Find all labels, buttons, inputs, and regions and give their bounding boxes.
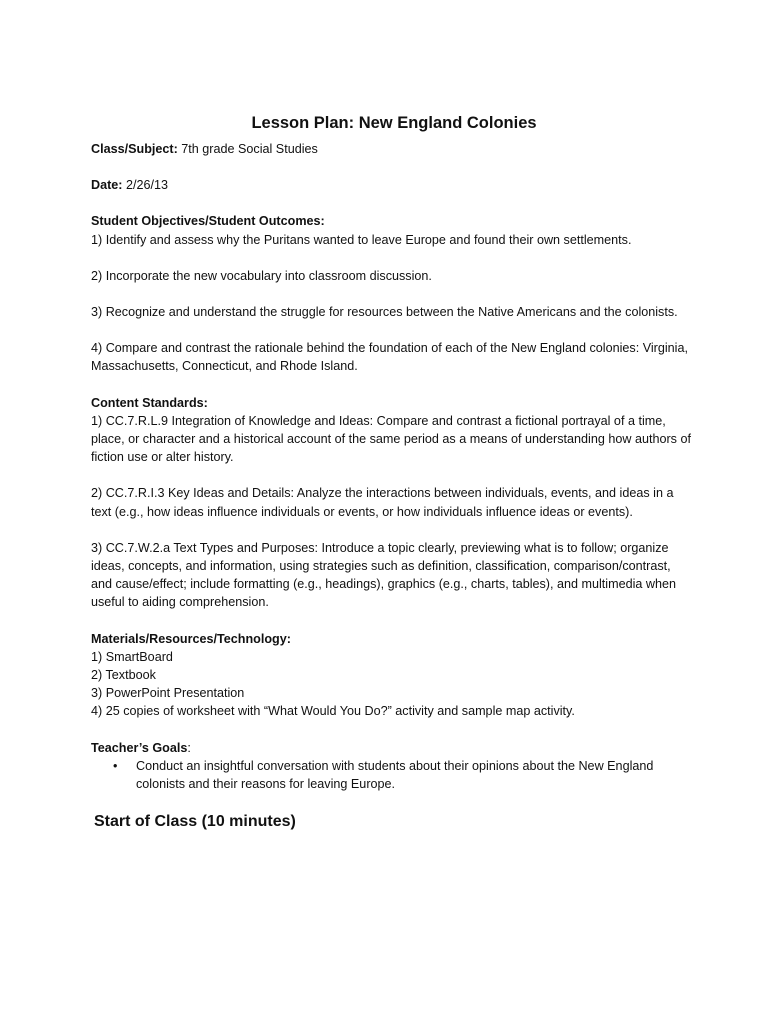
- goals-heading-line: [91, 739, 691, 757]
- objective-item: 3) Recognize and understand the struggle for resources between the Native Americans and the colonists.: [91, 305, 678, 320]
- objective-item: 4) Compare and contrast the rationale behind the foundation of each of the New England colonies: Virginia, Massachusetts, Connecticut, and Rhode Island.: [91, 341, 688, 374]
- objectives-heading: Student Objectives/Student Outcomes:: [91, 214, 325, 229]
- class-subject-value: 7th grade Social Studies: [177, 142, 318, 156]
- class-subject-line: [91, 140, 691, 158]
- material-item: 1) SmartBoard: [91, 649, 173, 664]
- objective-item: 1) Identify and assess why the Puritans wanted to leave Europe and found their own settlements.: [91, 232, 632, 247]
- start-of-class-heading: Start of Class (10 minutes): [94, 813, 296, 831]
- goal-list-item: [91, 757, 691, 793]
- date-label: Date:: [91, 178, 123, 193]
- material-item: 2) Textbook: [91, 668, 156, 683]
- bullet-icon: •: [113, 758, 118, 773]
- class-subject-label: Class/Subject:: [91, 142, 178, 156]
- materials-heading: Materials/Resources/Technology:: [91, 631, 291, 646]
- date-line: [91, 176, 691, 194]
- standard-item: 3) CC.7.W.2.a Text Types and Purposes: Introduce a topic clearly, previewing what is to follow; organize ideas, concepts, and information, using strategies such as definition, classification, comparison/contrast, and cause/effect; include formatting (e.g., headings), graphics (e.g., charts, tables), and multimedia when useful to aiding comprehension.: [91, 540, 676, 610]
- standards-heading: Content Standards:: [91, 395, 208, 410]
- objective-item: 2) Incorporate the new vocabulary into classroom discussion.: [91, 268, 432, 283]
- document-body: [91, 112, 691, 833]
- goals-heading: Teacher’s Goals: [91, 740, 188, 755]
- material-item: 4) 25 copies of worksheet with “What Would You Do?” activity and sample map activity.: [91, 704, 575, 719]
- date-value: 2/26/13: [122, 178, 169, 193]
- page-title: Lesson Plan: New England Colonies: [251, 114, 537, 132]
- material-item: 3) PowerPoint Presentation: [91, 686, 245, 701]
- standard-item: 2) CC.7.R.I.3 Key Ideas and Details: Analyze the interactions between individuals, events, and ideas in a text (e.g., how ideas influence individuals or events, or how individuals influence ideas or events).: [91, 486, 674, 519]
- goals-heading-colon: :: [187, 740, 191, 755]
- goal-item: Conduct an insightful conversation with students about their opinions about the New England colonists and their reasons for leaving Europe.: [136, 758, 654, 792]
- standard-item: 1) CC.7.R.L.9 Integration of Knowledge and Ideas: Compare and contrast a fictional portrayal of a time, place, or character and a historical account of the same period as a means of understanding how authors of fiction use or alter history.: [91, 413, 691, 465]
